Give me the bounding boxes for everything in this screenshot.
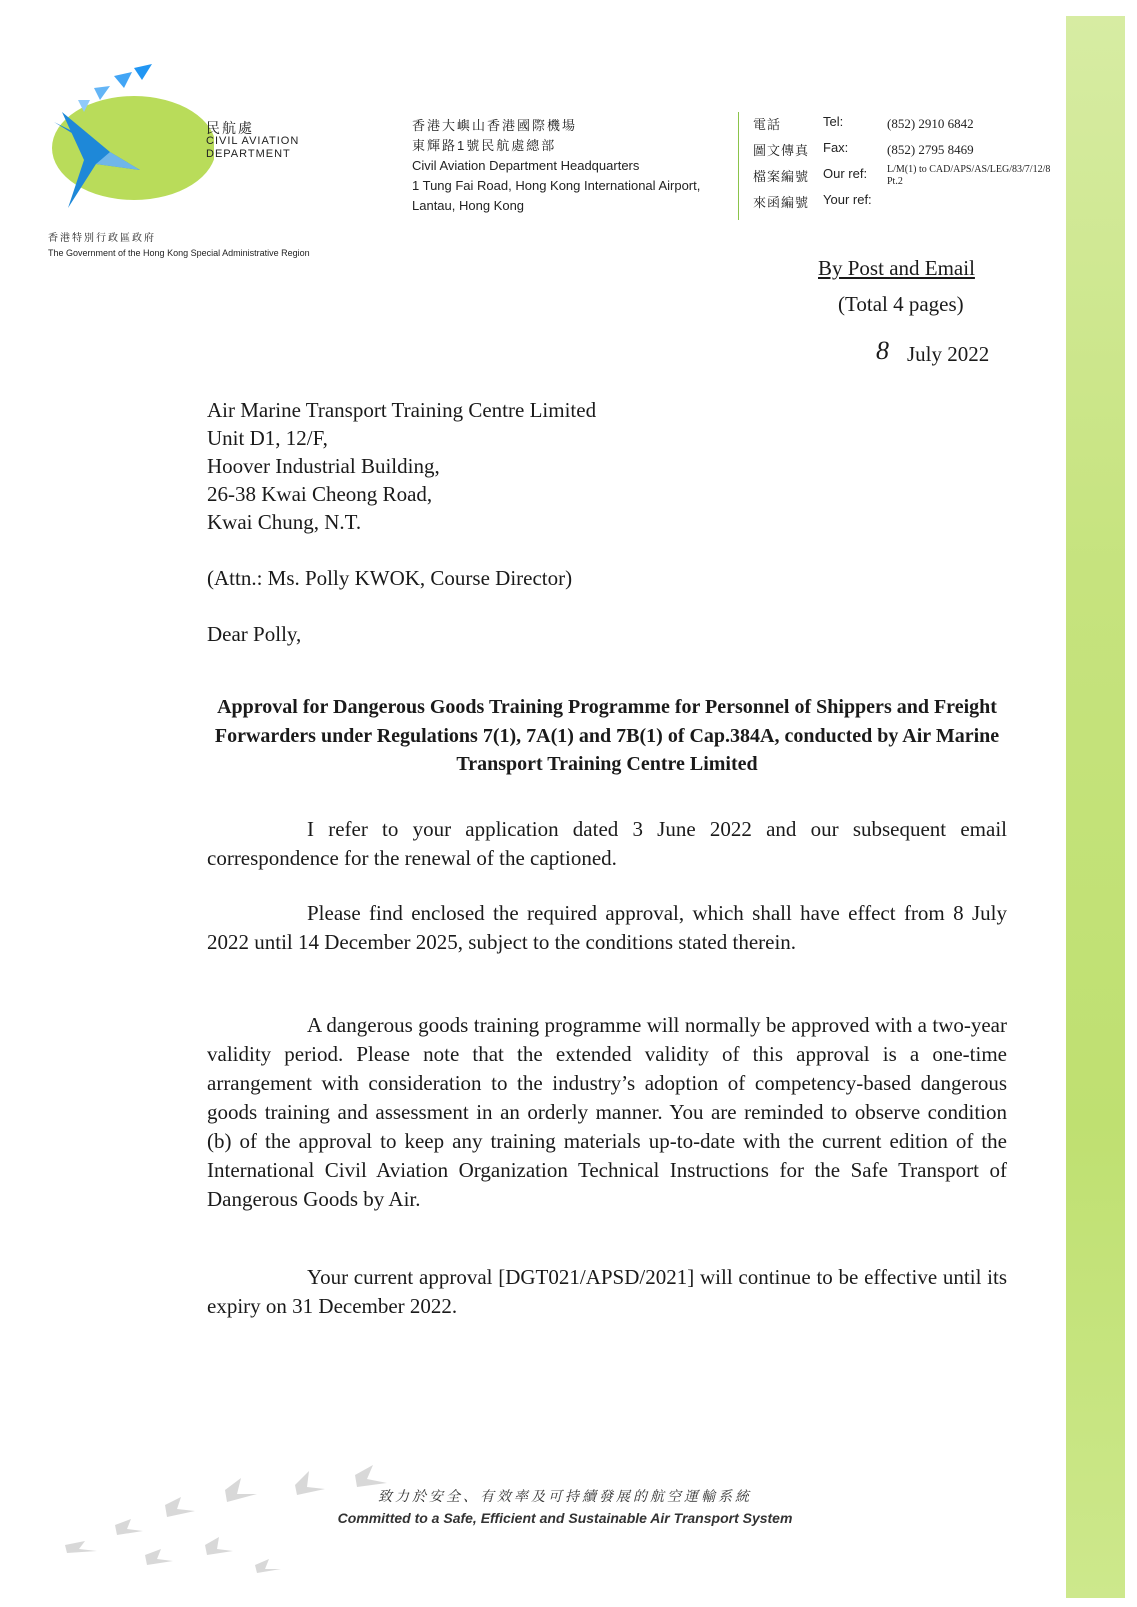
tel-label: Tel: xyxy=(823,114,844,129)
footer-motto-english: Committed to a Safe, Efficient and Sustainable Air Transport System xyxy=(337,1510,793,1526)
salutation: Dear Polly, xyxy=(207,622,302,646)
our-ref-value: L/M(1) to CAD/APS/AS/LEG/83/7/12/8 xyxy=(887,164,1051,175)
body-paragraph-3: A dangerous goods training programme will normally be approved with a two-year validity period. Please note that the extended validity of this approval is a one-time arrangement with consideration to the industry’s adoption of competency-based dangerous goods training and assessment in an orderly manner. You are reminded to observe condition (b) of the approval to keep any training materials up-to-date with the current edition of the International Civil Aviation Organization Technical Instructions for the Safe Transport of Dangerous Goods by Air. xyxy=(207,1013,1007,1211)
your-ref-label-zh: 來函編號 xyxy=(753,195,810,210)
side-color-band xyxy=(1066,16,1125,1598)
address-line: Civil Aviation Department Headquarters xyxy=(412,158,640,173)
header-divider xyxy=(738,112,739,220)
our-ref-label-zh: 檔案編號 xyxy=(753,169,810,184)
our-ref-value-part: Pt.2 xyxy=(887,176,903,187)
letter-date: July 2022 xyxy=(907,342,990,366)
our-ref-label: Our ref: xyxy=(823,166,868,181)
body-paragraph-1: I refer to your application dated 3 June 2022 and our subsequent email correspondence for the renewal of the captioned. xyxy=(207,817,1007,870)
recipient-line: Unit D1, 12/F, xyxy=(207,426,328,450)
your-ref-label: Your ref: xyxy=(823,192,872,207)
headquarters-address xyxy=(412,116,700,216)
total-pages: (Total 4 pages) xyxy=(838,292,964,316)
recipient-line: Kwai Chung, N.T. xyxy=(207,510,362,534)
date-day-handwritten: 8 xyxy=(876,336,889,365)
department-name-english-line2: DEPARTMENT xyxy=(206,148,291,160)
body-paragraph-4: Your current approval [DGT021/APSD/2021] will continue to be effective until its expiry on 31 December 2022. xyxy=(207,1265,1007,1318)
address-line: 1 Tung Fai Road, Hong Kong International Airport, xyxy=(412,178,701,193)
fax-label-zh: 圖文傳真 xyxy=(753,143,810,158)
tel-label-zh: 電話 xyxy=(753,117,782,132)
department-name xyxy=(206,122,299,161)
footer-motto-chinese: 致力於安全、有效率及可持續發展的航空運輸系統 xyxy=(378,1488,752,1504)
attention-line: (Attn.: Ms. Polly KWOK, Course Director) xyxy=(207,566,573,590)
delivery-method: By Post and Email xyxy=(818,256,975,280)
recipient-line: 26-38 Kwai Cheong Road, xyxy=(207,482,433,506)
government-name xyxy=(48,232,310,260)
address-line: 東輝路1號民航處總部 xyxy=(412,138,557,153)
department-name-english-line1: CIVIL AVIATION xyxy=(206,135,300,147)
government-name-chinese: 香港特別行政區政府 xyxy=(48,233,156,244)
department-name-chinese: 民航處 xyxy=(206,120,254,136)
address-line: 香港大嶼山香港國際機場 xyxy=(412,118,578,133)
subject-heading: Approval for Dangerous Goods Training Programme for Personnel of Shippers and Freight Forwarders under Regulations 7(1), 7A(1) and 7B(1) of Cap.384A, conducted by Air Marine Transport Training Centre Limited xyxy=(214,696,1000,775)
footer-motto xyxy=(300,1486,830,1526)
recipient-line: Hoover Industrial Building, xyxy=(207,454,440,478)
government-name-english: The Government of the Hong Kong Special Administrative Region xyxy=(48,248,310,258)
body-paragraph-2: Please find enclosed the required approval, which shall have effect from 8 July 2022 until 14 December 2025, subject to the conditions stated therein. xyxy=(207,901,1007,954)
civil-aviation-department-logo xyxy=(44,60,214,230)
fax-label: Fax: xyxy=(823,140,849,155)
address-line: Lantau, Hong Kong xyxy=(412,198,525,213)
recipient-line: Air Marine Transport Training Centre Limited xyxy=(207,398,597,422)
fax-value: (852) 2795 8469 xyxy=(887,142,974,157)
tel-value: (852) 2910 6842 xyxy=(887,116,974,131)
